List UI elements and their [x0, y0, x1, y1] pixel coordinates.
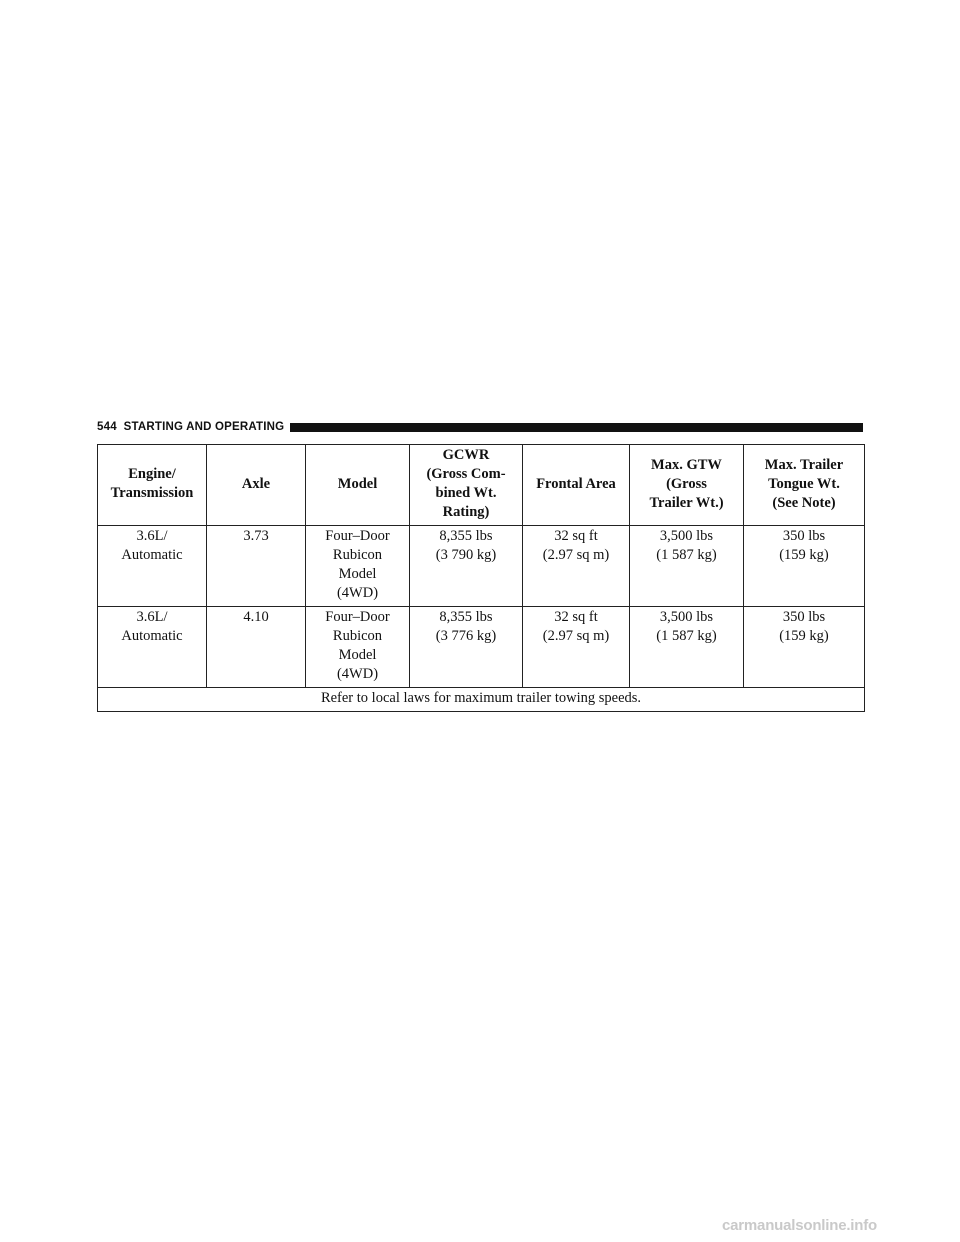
table-cell-line: Rubicon: [332, 628, 383, 644]
table-cell: [207, 607, 306, 688]
column-header: [410, 445, 523, 526]
column-header-line: (Gross: [666, 475, 707, 492]
column-header: [523, 445, 630, 526]
table-cell-line: Model: [338, 566, 377, 582]
table-cell-line: 3.6L/: [136, 609, 168, 625]
column-header-line: Tongue Wt.: [768, 475, 840, 492]
table-cell-line: 350 lbs: [782, 609, 826, 625]
table-cell-line: Model: [338, 647, 377, 663]
table-cell-line: (4WD): [336, 585, 379, 601]
column-header-line: Max. GTW: [651, 456, 722, 473]
table-cell-line: 32 sq ft: [554, 609, 598, 625]
table-cell-line: 32 sq ft: [554, 528, 598, 544]
column-header-line: Transmission: [110, 485, 194, 501]
table-cell: [523, 607, 630, 688]
table-row: [98, 607, 865, 688]
table-cell: [207, 526, 306, 607]
column-header-line: Rating): [442, 504, 490, 520]
table-cell-line: 4.10: [243, 609, 269, 625]
column-header: [744, 445, 865, 526]
column-header-line: GCWR: [442, 447, 490, 463]
table-row: [98, 526, 865, 607]
table-cell-line: 3.73: [243, 528, 269, 544]
page-number: 544: [97, 421, 117, 433]
section-title: STARTING AND OPERATING: [123, 421, 285, 433]
table-cell: [744, 526, 865, 607]
table-cell-line: 8,355 lbs: [439, 528, 493, 544]
table-cell-line: (3 790 kg): [435, 547, 497, 563]
table-cell: [410, 526, 523, 607]
table-cell-line: 350 lbs: [782, 528, 826, 544]
table-cell-line: (1 587 kg): [656, 628, 717, 644]
column-header-line: (See Note): [772, 494, 836, 511]
table-cell: [630, 607, 744, 688]
column-header-line: Max. Trailer: [764, 456, 844, 473]
table-cell: [306, 526, 410, 607]
table-cell: [410, 607, 523, 688]
table-cell: [744, 607, 865, 688]
page-header: [97, 418, 863, 436]
table-cell-line: 8,355 lbs: [439, 609, 493, 625]
column-header: [306, 445, 410, 526]
table-cell: [630, 526, 744, 607]
table-cell: [98, 526, 207, 607]
table-cell-line: Four–Door: [325, 528, 390, 544]
table-cell-line: (159 kg): [779, 547, 829, 563]
column-header-line: Frontal Area: [536, 475, 616, 492]
table-cell-line: (4WD): [336, 666, 379, 682]
table-cell-line: 3,500 lbs: [659, 609, 714, 625]
table-footnote: Refer to local laws for maximum trailer towing speeds.: [98, 688, 865, 712]
table-cell-line: Rubicon: [332, 547, 383, 563]
table-cell-line: (3 776 kg): [435, 628, 497, 644]
table-cell-line: (2.97 sq m): [542, 628, 610, 644]
table-cell: [98, 607, 207, 688]
table-cell-line: Four–Door: [325, 609, 390, 625]
table-footnote-row: [98, 688, 865, 712]
table-cell-line: Automatic: [121, 547, 183, 563]
column-header: [98, 445, 207, 526]
watermark-text: carmanualsonline.info: [722, 1217, 877, 1234]
column-header-line: Model: [337, 475, 378, 492]
table-cell-line: (159 kg): [779, 628, 829, 644]
towing-spec-table: [97, 444, 865, 712]
column-header-line: Trailer Wt.): [649, 494, 724, 511]
column-header-line: bined Wt.: [435, 485, 497, 501]
table-cell-line: (1 587 kg): [656, 547, 717, 563]
table-header-row: [98, 445, 865, 526]
page-header-text: [97, 421, 290, 433]
table-cell: [523, 526, 630, 607]
column-header-line: (Gross Com-: [426, 466, 506, 482]
table-cell-line: (2.97 sq m): [542, 547, 610, 563]
column-header-line: Axle: [241, 475, 271, 492]
table-cell-line: 3.6L/: [136, 528, 168, 544]
header-rule: [290, 423, 863, 432]
column-header: [207, 445, 306, 526]
table-cell: [306, 607, 410, 688]
table-cell-line: Automatic: [121, 628, 183, 644]
column-header: [630, 445, 744, 526]
column-header-line: Engine/: [128, 466, 176, 482]
table-cell-line: 3,500 lbs: [659, 528, 714, 544]
